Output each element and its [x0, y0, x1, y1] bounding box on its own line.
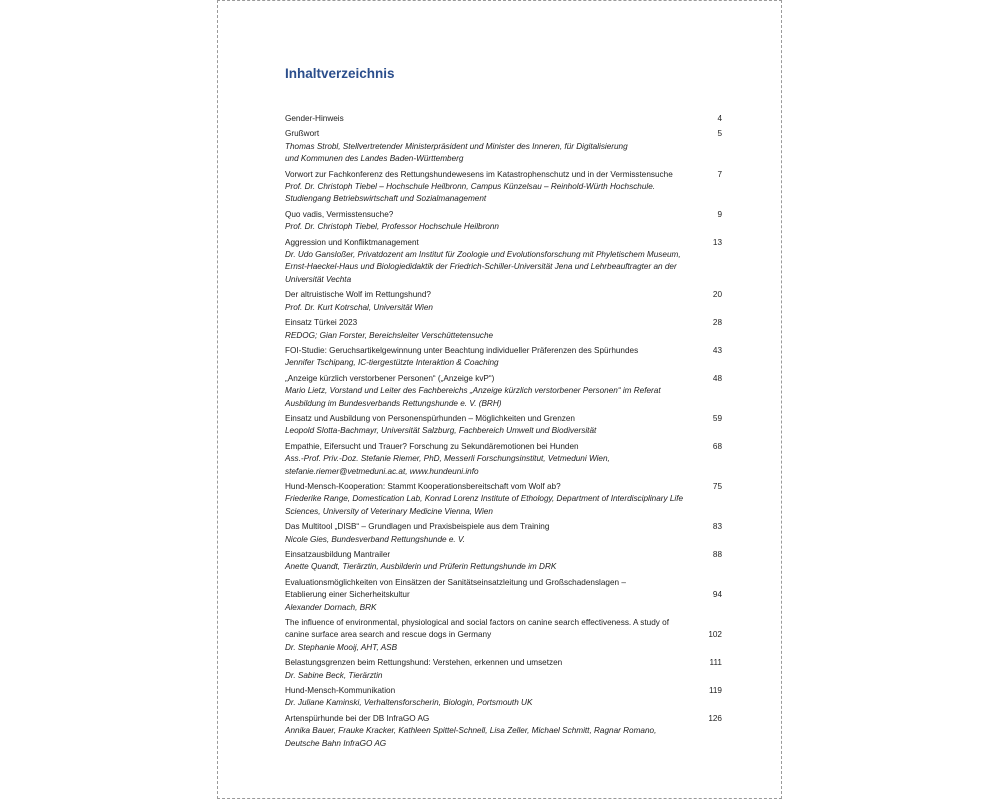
toc-entry-page: 13 — [712, 237, 722, 247]
toc-entry-title: „Anzeige kürzlich verstorbener Personen“ („Anzeige kvP“) — [285, 373, 495, 383]
toc-entry-title-line — [285, 629, 722, 641]
toc-entry-title: Evaluationsmöglichkeiten von Einsätzen der Sanitätseinsatzleitung und Großschadenslagen – — [285, 577, 626, 587]
toc-entry-title: Quo vadis, Vermisstensuche? — [285, 209, 394, 219]
toc-entry-author: Dr. Udo Gansloßer, Privatdozent am Institut für Zoologie und Evolutionsforschung mit Phyletischem Museum, — [285, 250, 681, 260]
toc-entry — [285, 113, 722, 125]
toc-entry-title-line — [285, 169, 722, 181]
toc-entry-title-line — [285, 317, 722, 329]
toc-entry — [285, 657, 722, 682]
toc-entry-author: Ausbildung im Bundesverbands Rettungshunde e. V. (BRH) — [285, 398, 502, 408]
toc-entry-page: 83 — [712, 522, 722, 532]
toc-entry-page: 59 — [712, 413, 722, 423]
toc-entry-title: Hund-Mensch-Kommunikation — [285, 686, 396, 696]
toc-entry — [285, 713, 722, 750]
toc-entry-author: und Kommunen des Landes Baden-Württemberg — [285, 154, 464, 164]
toc-entry-title-line — [285, 589, 722, 601]
toc-entry-author: REDOG; Gian Forster, Bereichsleiter Verschüttetensuche — [285, 330, 494, 340]
toc-entry-title-line — [285, 413, 722, 425]
toc-entry-title-line — [285, 289, 722, 301]
toc-entry — [285, 617, 722, 654]
toc-entry-title-line — [285, 113, 722, 125]
toc-entry-author: Thomas Strobl, Stellvertretender Ministerpräsident und Minister des Inneren, für Digitalisierung — [285, 141, 628, 151]
toc-entry-page: 88 — [712, 550, 722, 559]
toc-entry-page: 20 — [712, 290, 722, 300]
toc-entry — [285, 413, 722, 438]
toc-entry — [285, 317, 722, 342]
toc-entry-author: Dr. Stephanie Mooij, AHT, ASB — [285, 642, 398, 652]
toc-entry-page: 75 — [712, 481, 722, 491]
toc-entry-title: Artenspürhunde bei der DB InfraGO AG — [285, 713, 430, 723]
toc-entry-author: Deutsche Bahn InfraGO AG — [285, 738, 387, 748]
toc-entry-page: 68 — [712, 441, 722, 451]
toc-entry-title-line — [285, 617, 722, 629]
toc-entry — [285, 289, 722, 314]
toc-entry-author: Prof. Dr. Christoph Tiebel – Hochschule Heilbronn, Campus Künzelsau – Reinhold-Würth Hochschule. — [285, 182, 656, 192]
toc-entry-author: Jennifer Tschipang, IC-tiergestützte Interaktion & Coaching — [285, 358, 499, 368]
toc-entry-author: Nicole Gies, Bundesverband Rettungshunde e. V. — [285, 534, 466, 544]
toc-entry-title: Belastungsgrenzen beim Rettungshund: Verstehen, erkennen und umsetzen — [285, 658, 563, 668]
toc-entry — [285, 373, 722, 410]
toc-entry-author: Studiengang Betriebswirtschaft und Sozialmanagement — [285, 194, 487, 204]
toc-entry-title: The influence of environmental, physiological and social factors on canine search effectiveness. A study of — [285, 618, 669, 628]
toc-entry-page: 4 — [717, 114, 722, 123]
toc-entry-title-line — [285, 345, 722, 357]
toc-entry-title-line — [285, 657, 722, 669]
toc-entry — [285, 209, 722, 234]
toc-entry — [285, 685, 722, 710]
toc-entry — [285, 441, 722, 478]
toc-entry-author: Prof. Dr. Christoph Tiebel, Professor Hochschule Heilbronn — [285, 222, 499, 232]
toc-entry-title: FOI-Studie: Geruchsartikelgewinnung unter Beachtung individueller Präferenzen des Spürhundes — [285, 345, 639, 355]
toc-entry — [285, 549, 722, 574]
toc-entry-title: Gender-Hinweis — [285, 114, 344, 123]
toc-entry-title-line — [285, 481, 722, 493]
toc-entry-title: Empathie, Eifersucht und Trauer? Forschung zu Sekundäremotionen bei Hunden — [285, 441, 579, 451]
toc-entry-title: Einsatz Türkei 2023 — [285, 318, 358, 328]
toc-entry — [285, 237, 722, 287]
toc-entry-title: Einsatzausbildung Mantrailer — [285, 550, 391, 559]
toc-entry — [285, 481, 722, 518]
toc-entry — [285, 169, 722, 206]
toc-entry — [285, 577, 722, 614]
toc-entry-page: 43 — [712, 345, 722, 355]
toc-entry — [285, 521, 722, 546]
toc-entry-author: Ass.-Prof. Priv.-Doz. Stefanie Riemer, PhD, Messerli Forschungsinstitut, Vetmeduni Wien, — [285, 454, 610, 464]
toc-entry-page — [692, 617, 722, 629]
toc-entry-author: Prof. Dr. Kurt Kotrschal, Universität Wien — [285, 302, 433, 312]
toc-entry-title: Einsatz und Ausbildung von Personenspürhunden – Möglichkeiten und Grenzen — [285, 413, 575, 423]
toc-entry-title-line — [285, 521, 722, 533]
toc-entry-author: Sciences, University of Veterinary Medicine Vienna, Wien — [285, 506, 493, 516]
toc-entry-page — [692, 577, 722, 589]
toc-entry-title: Das Multitool „DISB“ – Grundlagen und Praxisbeispiele aus dem Training — [285, 522, 550, 532]
toc-entry-author: Ernst-Haeckel-Haus und Biologiedidaktik der Friedrich-Schiller-Universität Jena und Lehrbeauftragter an der — [285, 262, 677, 272]
toc-entry-author: Mario Lietz, Vorstand und Leiter des Fachbereichs „Anzeige kürzlich verstorbener Personen“ im Referat — [285, 386, 661, 396]
toc-entry-title-line — [285, 577, 722, 589]
toc-entry-page: 7 — [717, 169, 722, 179]
toc-entry-title: Grußwort — [285, 129, 320, 139]
toc-entry — [285, 345, 722, 370]
toc-entry-page: 119 — [708, 686, 722, 696]
toc-entry-author: stefanie.riemer@vetmeduni.ac.at, www.hundeuni.info — [285, 466, 479, 476]
toc-entry-title-line — [285, 373, 722, 385]
toc-entry-title: Vorwort zur Fachkonferenz des Rettungshundewesens im Katastrophenschutz und in der Vermisstensuche — [285, 169, 673, 179]
toc-entry-page: 9 — [717, 209, 722, 219]
table-of-contents — [285, 113, 722, 753]
toc-entry-title: Der altruistische Wolf im Rettungshund? — [285, 290, 431, 300]
toc-entry-page: 5 — [717, 129, 722, 139]
toc-entry-title: Hund-Mensch-Kooperation: Stammt Kooperationsbereitschaft vom Wolf ab? — [285, 481, 561, 491]
toc-entry-page: 48 — [712, 373, 722, 383]
toc-entry-title-line — [285, 209, 722, 221]
toc-entry-author: Annika Bauer, Frauke Kracker, Kathleen Spittel-Schnell, Lisa Zeller, Michael Schmitt, Ragnar Romano, — [285, 726, 657, 736]
toc-entry-title-line — [285, 713, 722, 725]
toc-entry-author: Anette Quandt, Tierärztin, Ausbilderin und Prüferin Rettungshunde im DRK — [285, 562, 557, 572]
toc-entry-page: 102 — [708, 630, 722, 640]
toc-entry — [285, 128, 722, 165]
toc-entry-title: Aggression und Konfliktmanagement — [285, 237, 419, 247]
toc-entry-author: Leopold Slotta-Bachmayr, Universität Salzburg, Fachbereich Umwelt und Biodiversität — [285, 426, 597, 436]
toc-entry-author: Alexander Dornach, BRK — [285, 602, 377, 612]
toc-entry-title-line — [285, 128, 722, 140]
toc-entry-author: Friederike Range, Domestication Lab, Konrad Lorenz Institute of Ethology, Department of Interdisciplinary Life — [285, 494, 684, 504]
toc-entry-title-line — [285, 441, 722, 453]
toc-entry-page: 94 — [712, 590, 722, 600]
toc-entry-title-line — [285, 237, 722, 249]
toc-entry-title: canine surface area search and rescue dogs in Germany — [285, 630, 492, 640]
toc-entry-page: 111 — [709, 658, 722, 668]
toc-entry-author: Universität Vechta — [285, 274, 352, 284]
toc-entry-page: 28 — [712, 318, 722, 328]
toc-entry-author: Dr. Juliane Kaminski, Verhaltensforscherin, Biologin, Portsmouth UK — [285, 698, 533, 708]
toc-entry-title-line — [285, 685, 722, 697]
toc-entry-author: Dr. Sabine Beck, Tierärztin — [285, 670, 383, 680]
toc-entry-page: 126 — [708, 713, 722, 723]
toc-entry-title: Etablierung einer Sicherheitskultur — [285, 590, 410, 600]
page-title: Inhaltverzeichnis — [285, 66, 395, 81]
toc-entry-title-line — [285, 549, 722, 561]
